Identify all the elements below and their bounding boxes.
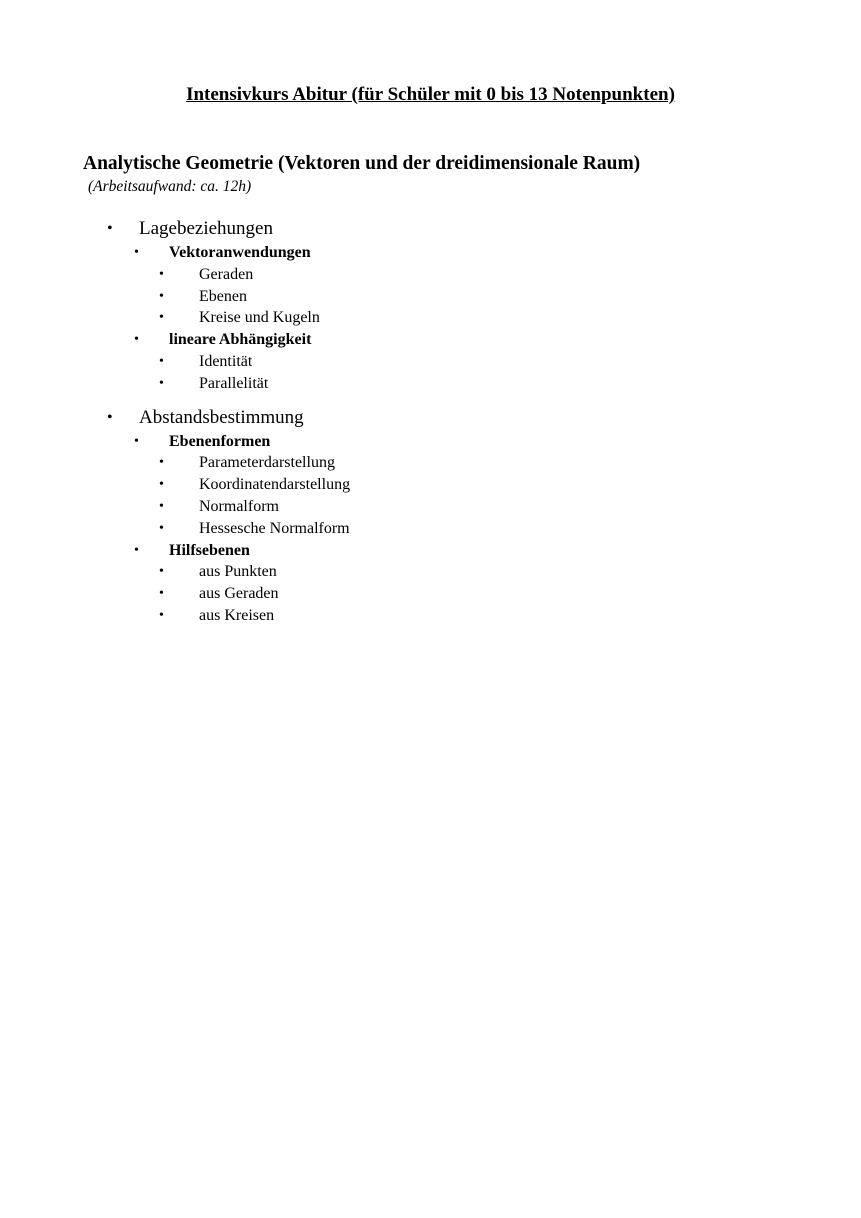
list-item [0, 264, 861, 286]
item-label: Parallelität [199, 374, 269, 392]
bullet-icon: • [159, 586, 164, 602]
item-list [0, 561, 861, 626]
bullet-icon: • [159, 353, 164, 369]
bullet-icon: • [107, 408, 113, 426]
item-label: Identität [199, 352, 253, 370]
subtopic-item [0, 329, 861, 394]
list-item [0, 286, 861, 308]
item-label: aus Punkten [199, 563, 277, 581]
bullet-icon: • [159, 310, 164, 326]
list-item [0, 583, 861, 605]
bullet-icon: • [134, 542, 139, 558]
bullet-icon: • [159, 520, 164, 536]
item-label: Koordinatendarstellung [199, 476, 351, 494]
item-label: Geraden [199, 265, 254, 283]
item-label: aus Geraden [199, 585, 279, 603]
topic-item [0, 216, 861, 395]
subtopic-item [0, 540, 861, 627]
list-item [0, 496, 861, 518]
topic-list [0, 216, 861, 627]
bullet-icon: • [159, 375, 164, 391]
subtopic-row [0, 242, 861, 264]
list-item [0, 452, 861, 474]
item-label: Kreise und Kugeln [199, 309, 320, 327]
bullet-icon: • [159, 266, 164, 282]
item-list [0, 264, 861, 329]
list-item [0, 474, 861, 496]
subtopic-list [0, 242, 861, 395]
bullet-icon: • [159, 607, 164, 623]
subtopic-item [0, 242, 861, 329]
effort-note: (Arbeitsaufwand: ca. 12h) [88, 178, 252, 195]
list-item [0, 373, 861, 395]
subtopic-row [0, 540, 861, 562]
bullet-icon: • [107, 220, 113, 237]
subtopic-item [0, 431, 861, 540]
subtopic-row [0, 329, 861, 351]
bullet-icon: • [159, 455, 164, 471]
item-label: aus Kreisen [199, 606, 275, 624]
item-label: Hessesche Normalform [199, 519, 350, 537]
bullet-icon: • [159, 564, 164, 580]
item-label: Ebenen [199, 287, 247, 305]
subtopic-label: Ebenenformen [169, 432, 271, 450]
item-label: Normalform [199, 497, 279, 515]
subtopic-row [0, 431, 861, 453]
topic-row [0, 405, 861, 431]
list-item [0, 561, 861, 583]
bullet-icon: • [159, 288, 164, 304]
item-list [0, 452, 861, 539]
document-title: Intensivkurs Abitur (für Schüler mit 0 bis 13 Notenpunkten) [186, 84, 675, 105]
topic-label: Lagebeziehungen [139, 218, 273, 239]
subtopic-label: Vektoranwendungen [169, 244, 311, 261]
bullet-icon: • [134, 245, 139, 260]
subtopic-list [0, 431, 861, 627]
section-title: Analytische Geometrie (Vektoren und der dreidimensionale Raum) [83, 153, 641, 174]
topic-label: Abstandsbestimmung [139, 406, 304, 428]
list-item [0, 605, 861, 627]
list-item [0, 307, 861, 329]
list-item [0, 518, 861, 540]
bullet-icon: • [159, 498, 164, 514]
bullet-icon: • [134, 433, 139, 449]
topic-outline [0, 216, 861, 637]
item-list [0, 351, 861, 395]
subtopic-label: Hilfsebenen [169, 541, 250, 559]
list-item [0, 351, 861, 373]
topic-row [0, 216, 861, 242]
bullet-icon: • [159, 477, 164, 493]
bullet-icon: • [134, 332, 139, 348]
item-label: Parameterdarstellung [199, 454, 335, 472]
topic-item [0, 405, 861, 627]
subtopic-label: lineare Abhängigkeit [169, 331, 312, 349]
